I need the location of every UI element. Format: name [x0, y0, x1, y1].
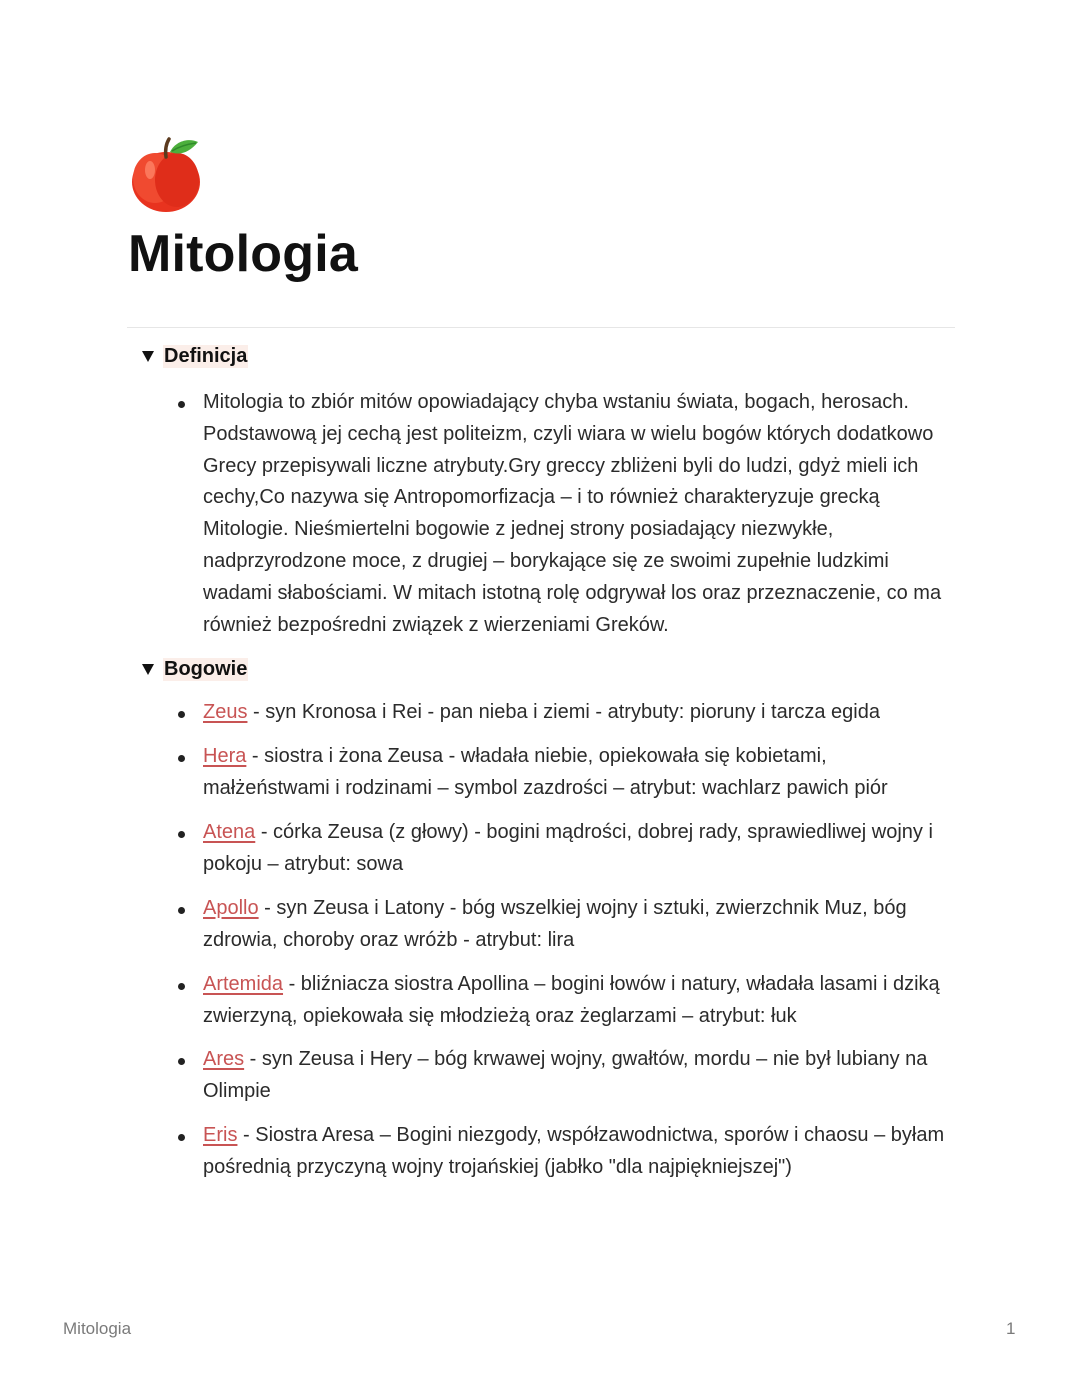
- footer-page-number: 1: [1006, 1319, 1016, 1338]
- god-link[interactable]: Zeus: [203, 701, 248, 724]
- god-description: - syn Kronosa i Rei - pan nieba i ziemi - atrybuty: pioruny i tarcza egida: [247, 701, 880, 724]
- god-link[interactable]: Atena: [203, 821, 256, 844]
- god-link[interactable]: Ares: [203, 1048, 245, 1071]
- god-link[interactable]: Artemida: [203, 972, 284, 995]
- god-description: - bliźniacza siostra Apollina – bogini łowów i natury, władała lasami i dziką zwierzyną, opiekowała się młodzieżą oraz żeglarzami – atrybut: łuk: [203, 972, 940, 1027]
- toggle-triangle-icon[interactable]: [142, 351, 154, 362]
- bullet-icon: [178, 831, 185, 838]
- bullet-icon: [178, 711, 185, 718]
- toggle-triangle-icon[interactable]: [142, 664, 154, 675]
- apple-icon: [128, 136, 204, 214]
- god-link[interactable]: Apollo: [203, 896, 259, 919]
- toggle-heading: Bogowie: [164, 657, 248, 680]
- god-description: - syn Zeusa i Hery – bóg krwawej wojny, gwałtów, mordu – nie był lubiany na Olimpie: [203, 1048, 928, 1103]
- list-item: [140, 817, 955, 881]
- bullet-icon: [178, 983, 185, 990]
- god-link[interactable]: Hera: [203, 745, 247, 768]
- definition-list: [140, 387, 955, 641]
- bullet-icon: [178, 1058, 185, 1065]
- list-item: [140, 1044, 955, 1108]
- footer-doc-name: Mitologia: [63, 1319, 132, 1338]
- page-title: Mitologia: [128, 225, 358, 283]
- toggle-definicja[interactable]: [140, 341, 955, 371]
- bullet-icon: [178, 907, 185, 914]
- god-link[interactable]: Eris: [203, 1124, 238, 1147]
- bullet-icon: [178, 401, 185, 408]
- god-description: - siostra i żona Zeusa - władała niebie, opiekowała się kobietami, małżeństwami i rodzinami – symbol zazdrości – atrybut: wachlarz pawich piór: [203, 745, 888, 800]
- list-item: [140, 969, 955, 1033]
- god-description: - syn Zeusa i Latony - bóg wszelkiej wojny i sztuki, zwierzchnik Muz, bóg zdrowia, choroby oraz wróżb - atrybut: lira: [203, 896, 907, 951]
- bullet-icon: [178, 1134, 185, 1141]
- god-description: - Siostra Aresa – Bogini niezgody, współzawodnictwa, sporów i chaosu – byłam pośrednią przyczyną wojny trojańskiej (jabłko "dla najpiękniejszej"): [203, 1124, 945, 1179]
- definition-text: Mitologia to zbiór mitów opowiadający chyba wstaniu świata, bogach, herosach. Podstawową jej cechą jest politeizm, czyli wiara w wielu bogów których dodatkowo Grecy przepisywali liczne atrybuty.Gry greccy zbliżeni byli do ludzi, gdyż mieli ich cechy,Co nazywa się Antropomorfizacja – i to również charakteryzuje grecką Mitologie. Nieśmiertelni bogowie z jednej strony posiadający niezwykłe, nadprzyrodzone moce, z drugiej – borykające się ze swoimi zupełnie ludzkimi wadami słabościami. W mitach istotną rolę odgrywał los oraz przeznaczenie, co ma również bezpośredni związek z wierzeniami Greków.: [203, 391, 942, 636]
- list-item: [140, 387, 955, 641]
- list-item: [140, 741, 955, 805]
- list-item: [140, 1120, 955, 1184]
- gods-list: [140, 697, 955, 1183]
- toggle-bogowie[interactable]: [140, 654, 955, 684]
- god-description: - córka Zeusa (z głowy) - bogini mądrości, dobrej rady, sprawiedliwej wojny i pokoju – atrybut: sowa: [203, 821, 933, 875]
- bullet-icon: [178, 755, 185, 762]
- toggle-heading: Definicja: [164, 344, 248, 367]
- list-item: [140, 697, 955, 729]
- title-divider: [127, 327, 955, 328]
- page-content: [140, 341, 955, 1196]
- list-item: [140, 893, 955, 957]
